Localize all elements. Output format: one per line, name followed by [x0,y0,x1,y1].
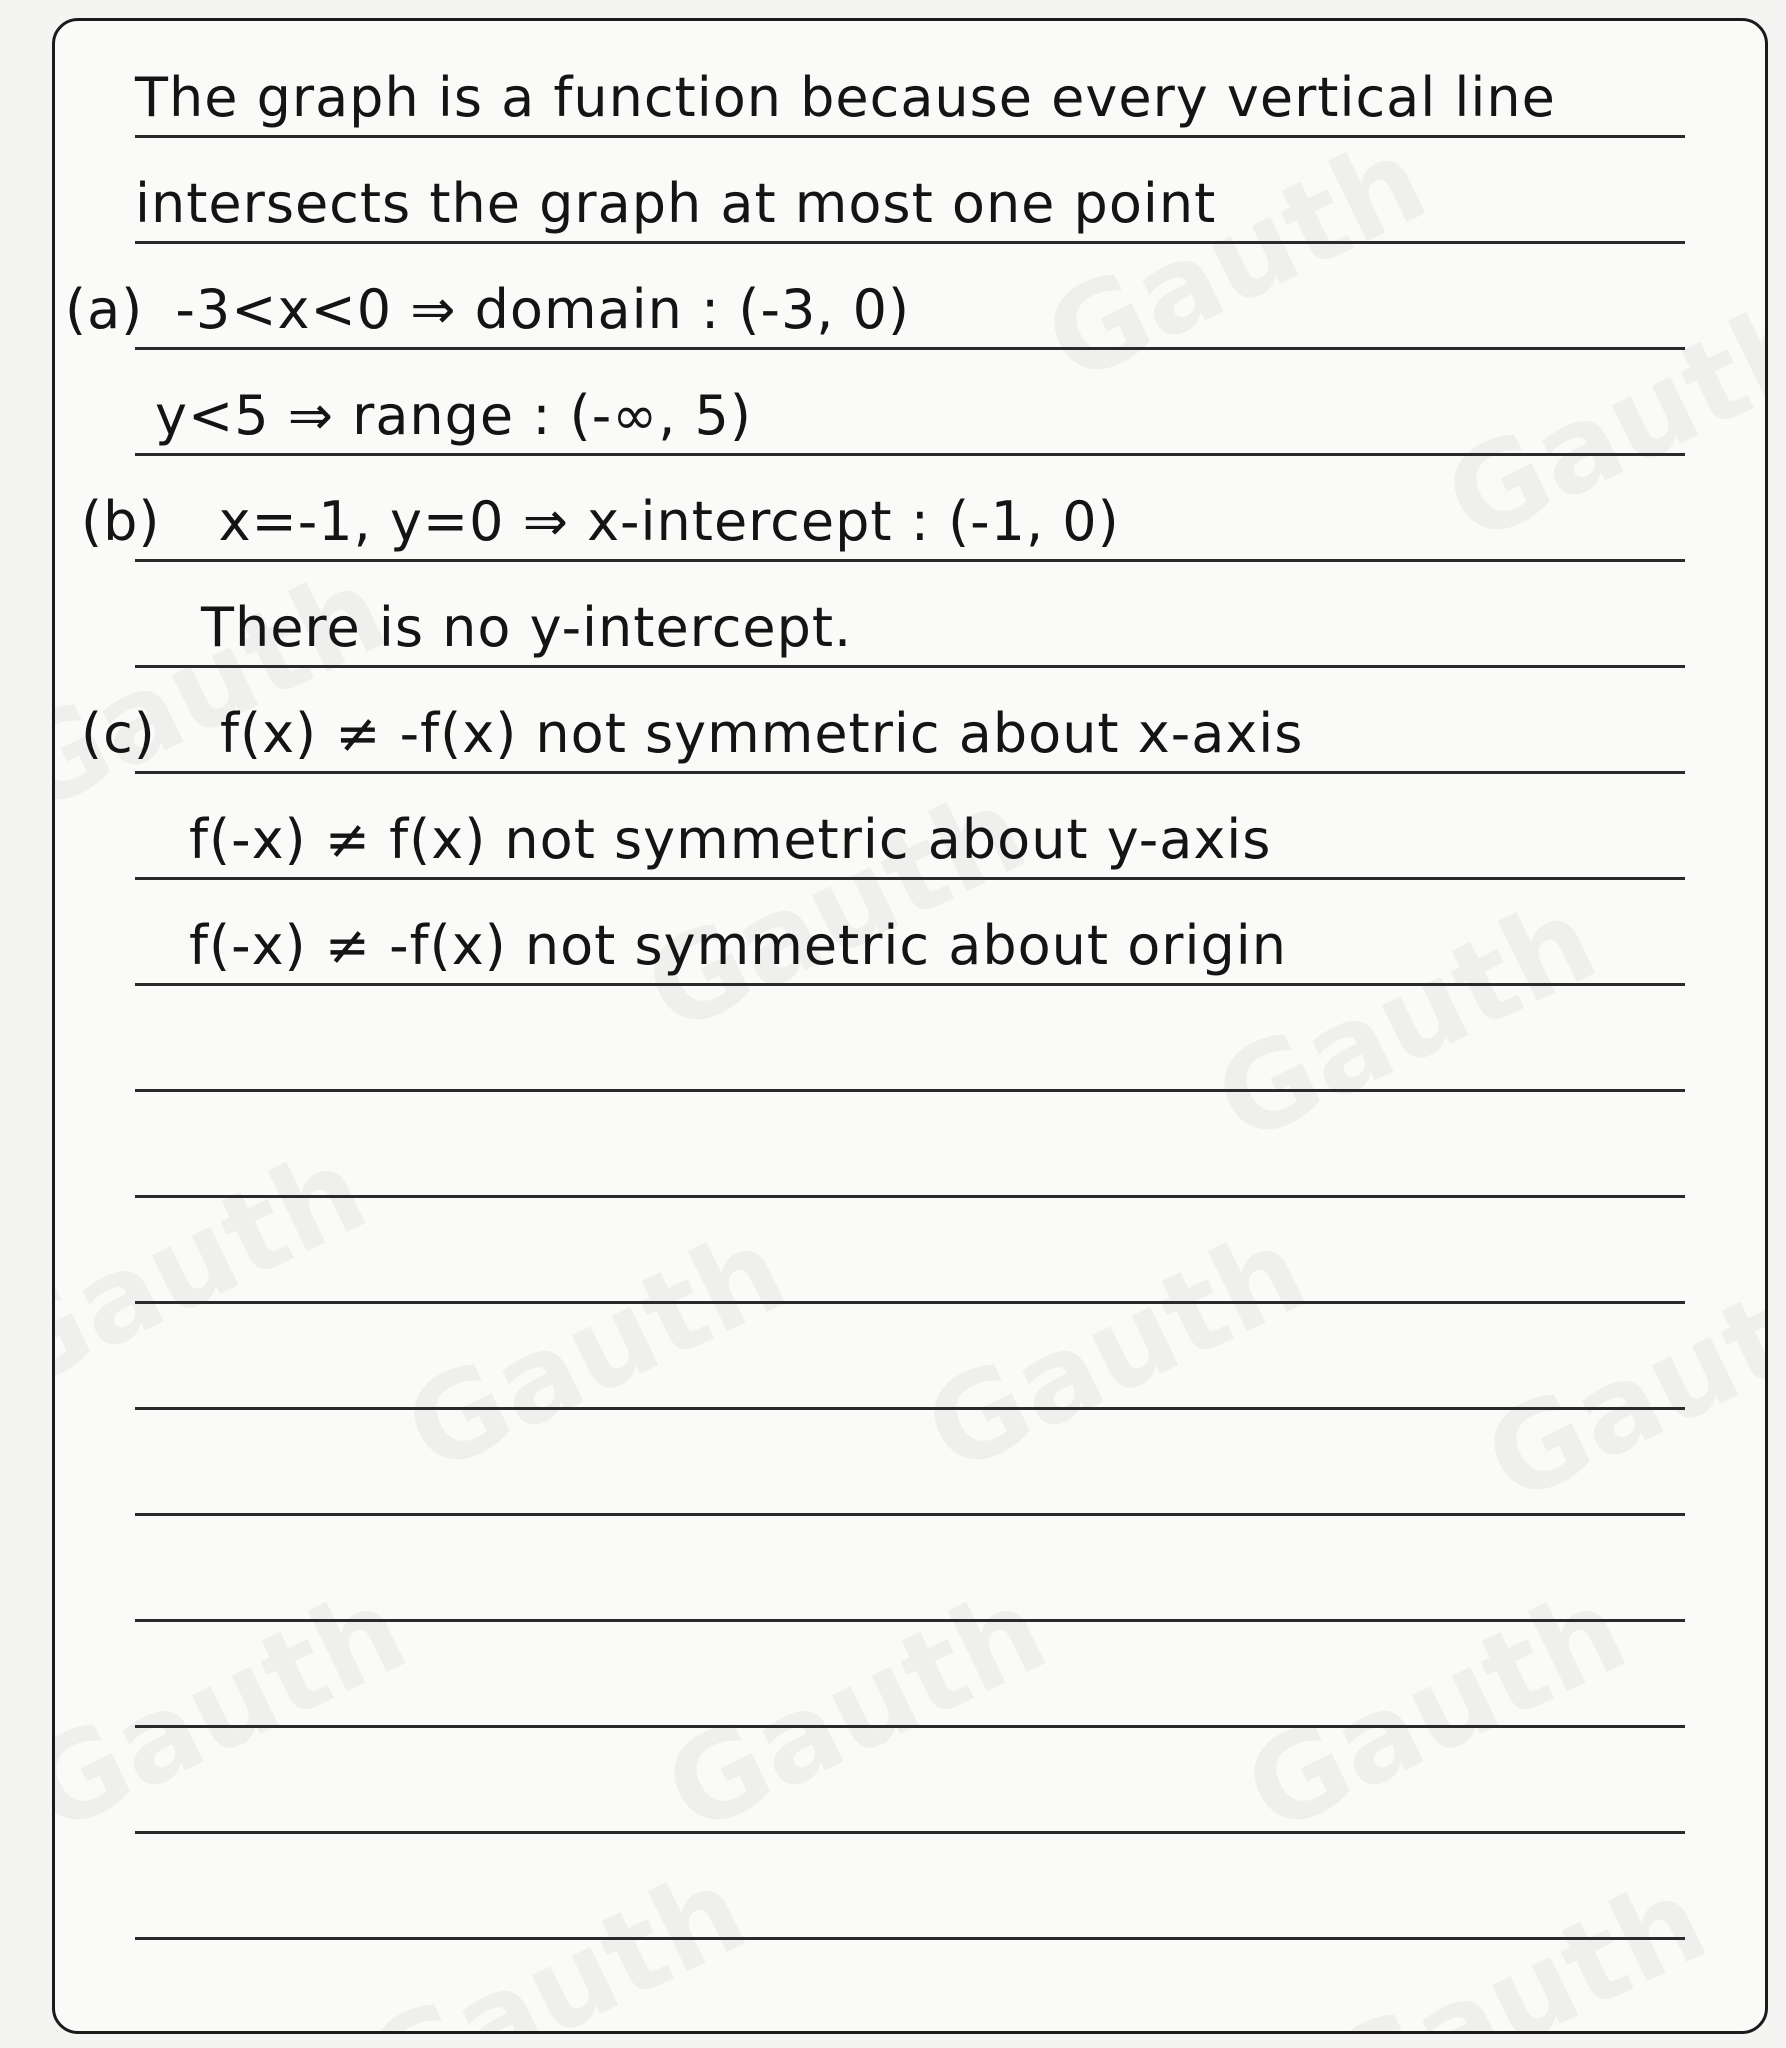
ruled-line [135,1407,1685,1410]
watermark [52,1560,426,1860]
solution-line-c-y-axis [189,808,1272,871]
ruled-line [135,1937,1685,1940]
watermark [1025,110,1446,410]
ruled-line [135,877,1685,880]
ruled-line [135,983,1685,986]
line-text: x=-1, y=0 ⇒ x-intercept : (-1, 0) [218,490,1120,553]
ruled-line [135,1089,1685,1092]
ruled-line [135,559,1685,562]
line-text: y<5 ⇒ range : (-∞, 5) [155,384,752,447]
ruled-line [135,241,1685,244]
ruled-line [135,1831,1685,1834]
solution-line-c-x-axis [81,702,1304,765]
watermark [52,1120,386,1420]
watermark [905,1200,1326,1500]
solution-line-c-origin [189,914,1287,977]
ruled-line [135,453,1685,456]
watermark [625,760,1046,1060]
part-label: (a) [65,278,144,341]
watermark [645,1560,1066,1860]
line-text: f(x) ≠ -f(x) not symmetric about x-axis [220,702,1304,765]
line-text: -3<x<0 ⇒ domain : (-3, 0) [175,278,911,341]
notebook-page [52,18,1768,2034]
part-label: (b) [81,490,161,553]
ruled-line [135,1301,1685,1304]
line-text: There is no y-intercept. [201,596,853,659]
line-text: intersects the graph at most one point [135,172,1217,235]
watermark [1425,270,1768,570]
ruled-line [135,771,1685,774]
ruled-line [135,1725,1685,1728]
ruled-line [135,1195,1685,1198]
line-text: f(-x) ≠ f(x) not symmetric about y-axis [189,808,1272,871]
solution-line-b-x-intercept [81,490,1120,553]
solution-line-a-range [155,384,752,447]
solution-line-b-y-intercept [201,596,853,659]
solution-line-intro-2 [135,172,1217,235]
solution-line-a-domain [65,278,911,341]
line-text: The graph is a function because every vertical line [135,66,1556,129]
watermark [385,1200,806,1500]
ruled-line [135,665,1685,668]
ruled-line [135,1619,1685,1622]
ruled-line [135,1513,1685,1516]
line-text: f(-x) ≠ -f(x) not symmetric about origin [189,914,1287,977]
watermark [1465,1230,1768,1530]
watermark [1225,1560,1646,1860]
solution-line-intro-1 [135,66,1556,129]
watermark [52,540,406,840]
watermark [1305,1850,1726,2034]
part-label: (c) [81,702,156,765]
ruled-line [135,135,1685,138]
ruled-line [135,347,1685,350]
